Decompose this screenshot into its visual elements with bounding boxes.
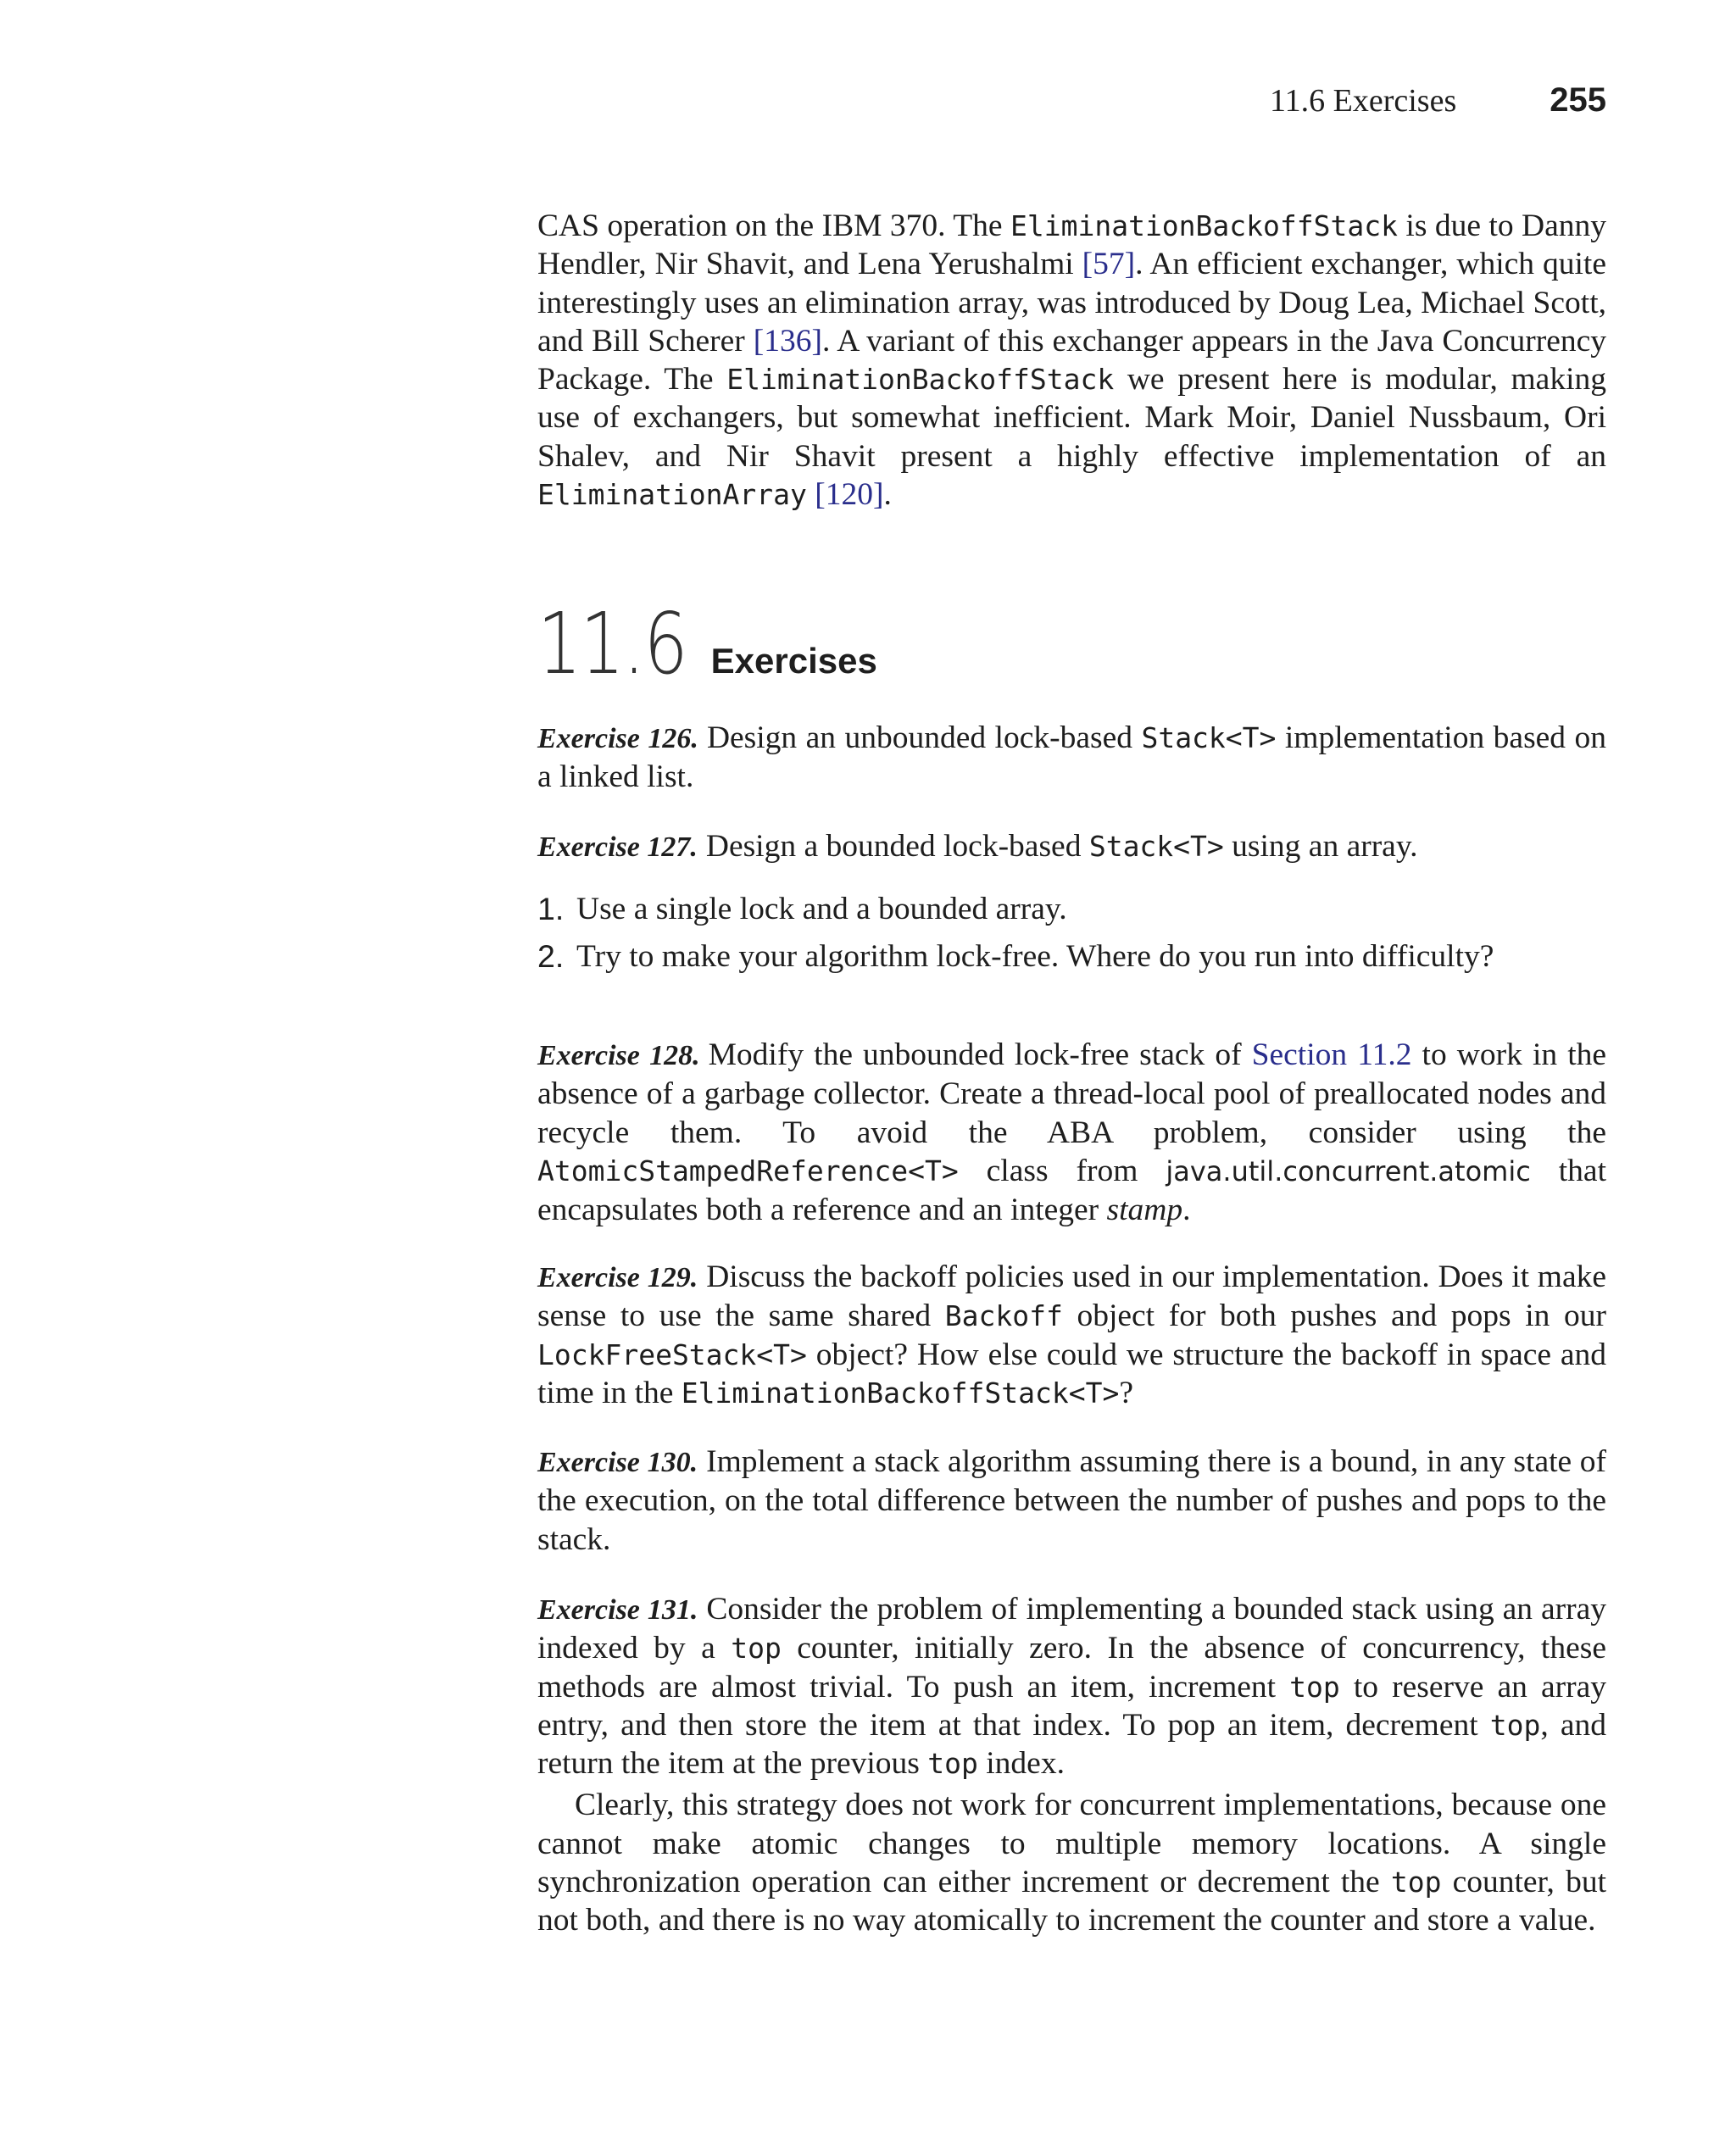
code-term: top — [1489, 1708, 1541, 1742]
section-number: 11.6 — [537, 594, 687, 693]
code-term: Stack<T> — [1141, 721, 1277, 754]
code-term: EliminationBackoffStack — [726, 363, 1115, 397]
section-link[interactable]: Section 11.2 — [1251, 1037, 1412, 1072]
exercise-130: Exercise 130. Implement a stack algorithm assuming there is a bound, in any state of the execution, on the total difference between the number of pushes and pops to the stack. — [537, 1444, 1606, 1557]
exercise-126: Exercise 126. Design an unbounded lock-based Stack<T> implementation based on a linked list. — [537, 720, 1606, 795]
exercise-129: Exercise 129. Discuss the backoff policies used in our implementation. Does it make sense to use the same shared Backoff object for both pushes and pops in our LockFreeStack<T> object? How else could we structure the backoff in space and time in the EliminationBackoffStack<T>? — [537, 1260, 1607, 1410]
package-name: java.util.concurrent.atomic — [1166, 1154, 1531, 1187]
exercise-label: Exercise 129. — [537, 1262, 698, 1293]
exercise-label: Exercise 127. — [537, 831, 698, 863]
list-item: 2. Try to make your algorithm lock-free. Where do you run into difficulty? — [537, 937, 1494, 974]
exercise-128: Exercise 128. Modify the unbounded lock-free stack of Section 11.2 to work in the absence of a garbage collector. Create a thread-local pool of preallocated nodes and recycle them. To avoid the ABA problem, consider using the AtomicStampedReference<T> class from java.util.concurrent.atomic that encapsulates both a reference and an integer stamp. — [537, 1037, 1607, 1228]
list-item: 1. Use a single lock and a bounded array. — [537, 891, 1067, 927]
citation-link[interactable]: [57] — [1082, 247, 1136, 282]
code-term: LockFreeStack<T> — [537, 1337, 807, 1371]
exercise-127-list — [537, 890, 1606, 976]
citation-link[interactable]: [136] — [753, 323, 822, 359]
code-term: top — [1390, 1866, 1442, 1899]
code-term: Stack<T> — [1088, 830, 1224, 863]
code-term: AtomicStampedReference<T> — [537, 1154, 959, 1187]
section-heading — [537, 585, 1606, 693]
exercise-127: Exercise 127. Design a bounded lock-based Stack<T> using an array. 1. Use a single lock and a bounded array. 2. Try to make your algorithm lock-free. Where do you run into difficulty? — [537, 827, 1606, 984]
running-head-section: 11.6 Exercises — [1270, 83, 1457, 119]
code-term: top — [1289, 1670, 1340, 1704]
code-term: top — [927, 1747, 978, 1781]
exercise-label: Exercise 130. — [537, 1447, 698, 1478]
section-title: Exercises — [710, 641, 877, 681]
running-head — [1102, 81, 1606, 132]
code-term: top — [731, 1632, 782, 1666]
code-term: EliminationBackoffStack<T> — [681, 1376, 1120, 1410]
citation-link[interactable]: [120] — [815, 477, 884, 513]
intro-paragraph: CAS operation on the IBM 370. The EliminationBackoffStack is due to Danny Hendler, Nir Shavit, and Lena Yerushalmi [57]. An efficient exchanger, which quite interestingly uses an elimination array, was introduced by Doug Lea, Michael Scott, and Bill Scherer [136]. A variant of this exchanger appears in the Java Concurrency Package. The EliminationBackoffStack we present here is modular, making use of exchangers, but somewhat inefficient. Mark Moir, Daniel Nussbaum, Ori Shalev, and Nir Shavit present a highly effective implementation of an EliminationArray [120]. — [537, 209, 1606, 513]
code-term: EliminationBackoffStack — [1010, 209, 1398, 242]
page-number: 255 — [1550, 81, 1606, 119]
code-term: EliminationArray — [537, 478, 807, 512]
exercise-label: Exercise 126. — [537, 723, 698, 754]
exercise-label: Exercise 131. — [537, 1594, 698, 1626]
exercise-131: Exercise 131. Consider the problem of implementing a bounded stack using an array indexed by a top counter, initially zero. In the absence of concurrency, these methods are almost trivial. To push an item, increment top to reserve an array entry, and then store the item at that index. To pop an item, decrement top, and return the item at the previous top index. Clearly, this strategy does not work for concurrent implementations, because one cannot make atomic changes to multiple memory locations. A single synchronization operation can either increment or decrement the top counter, but not both, and there is no way atomically to increment the counter and store a value. — [537, 1592, 1606, 1938]
code-term: Backoff — [944, 1299, 1063, 1333]
exercise-label: Exercise 128. — [537, 1040, 700, 1071]
